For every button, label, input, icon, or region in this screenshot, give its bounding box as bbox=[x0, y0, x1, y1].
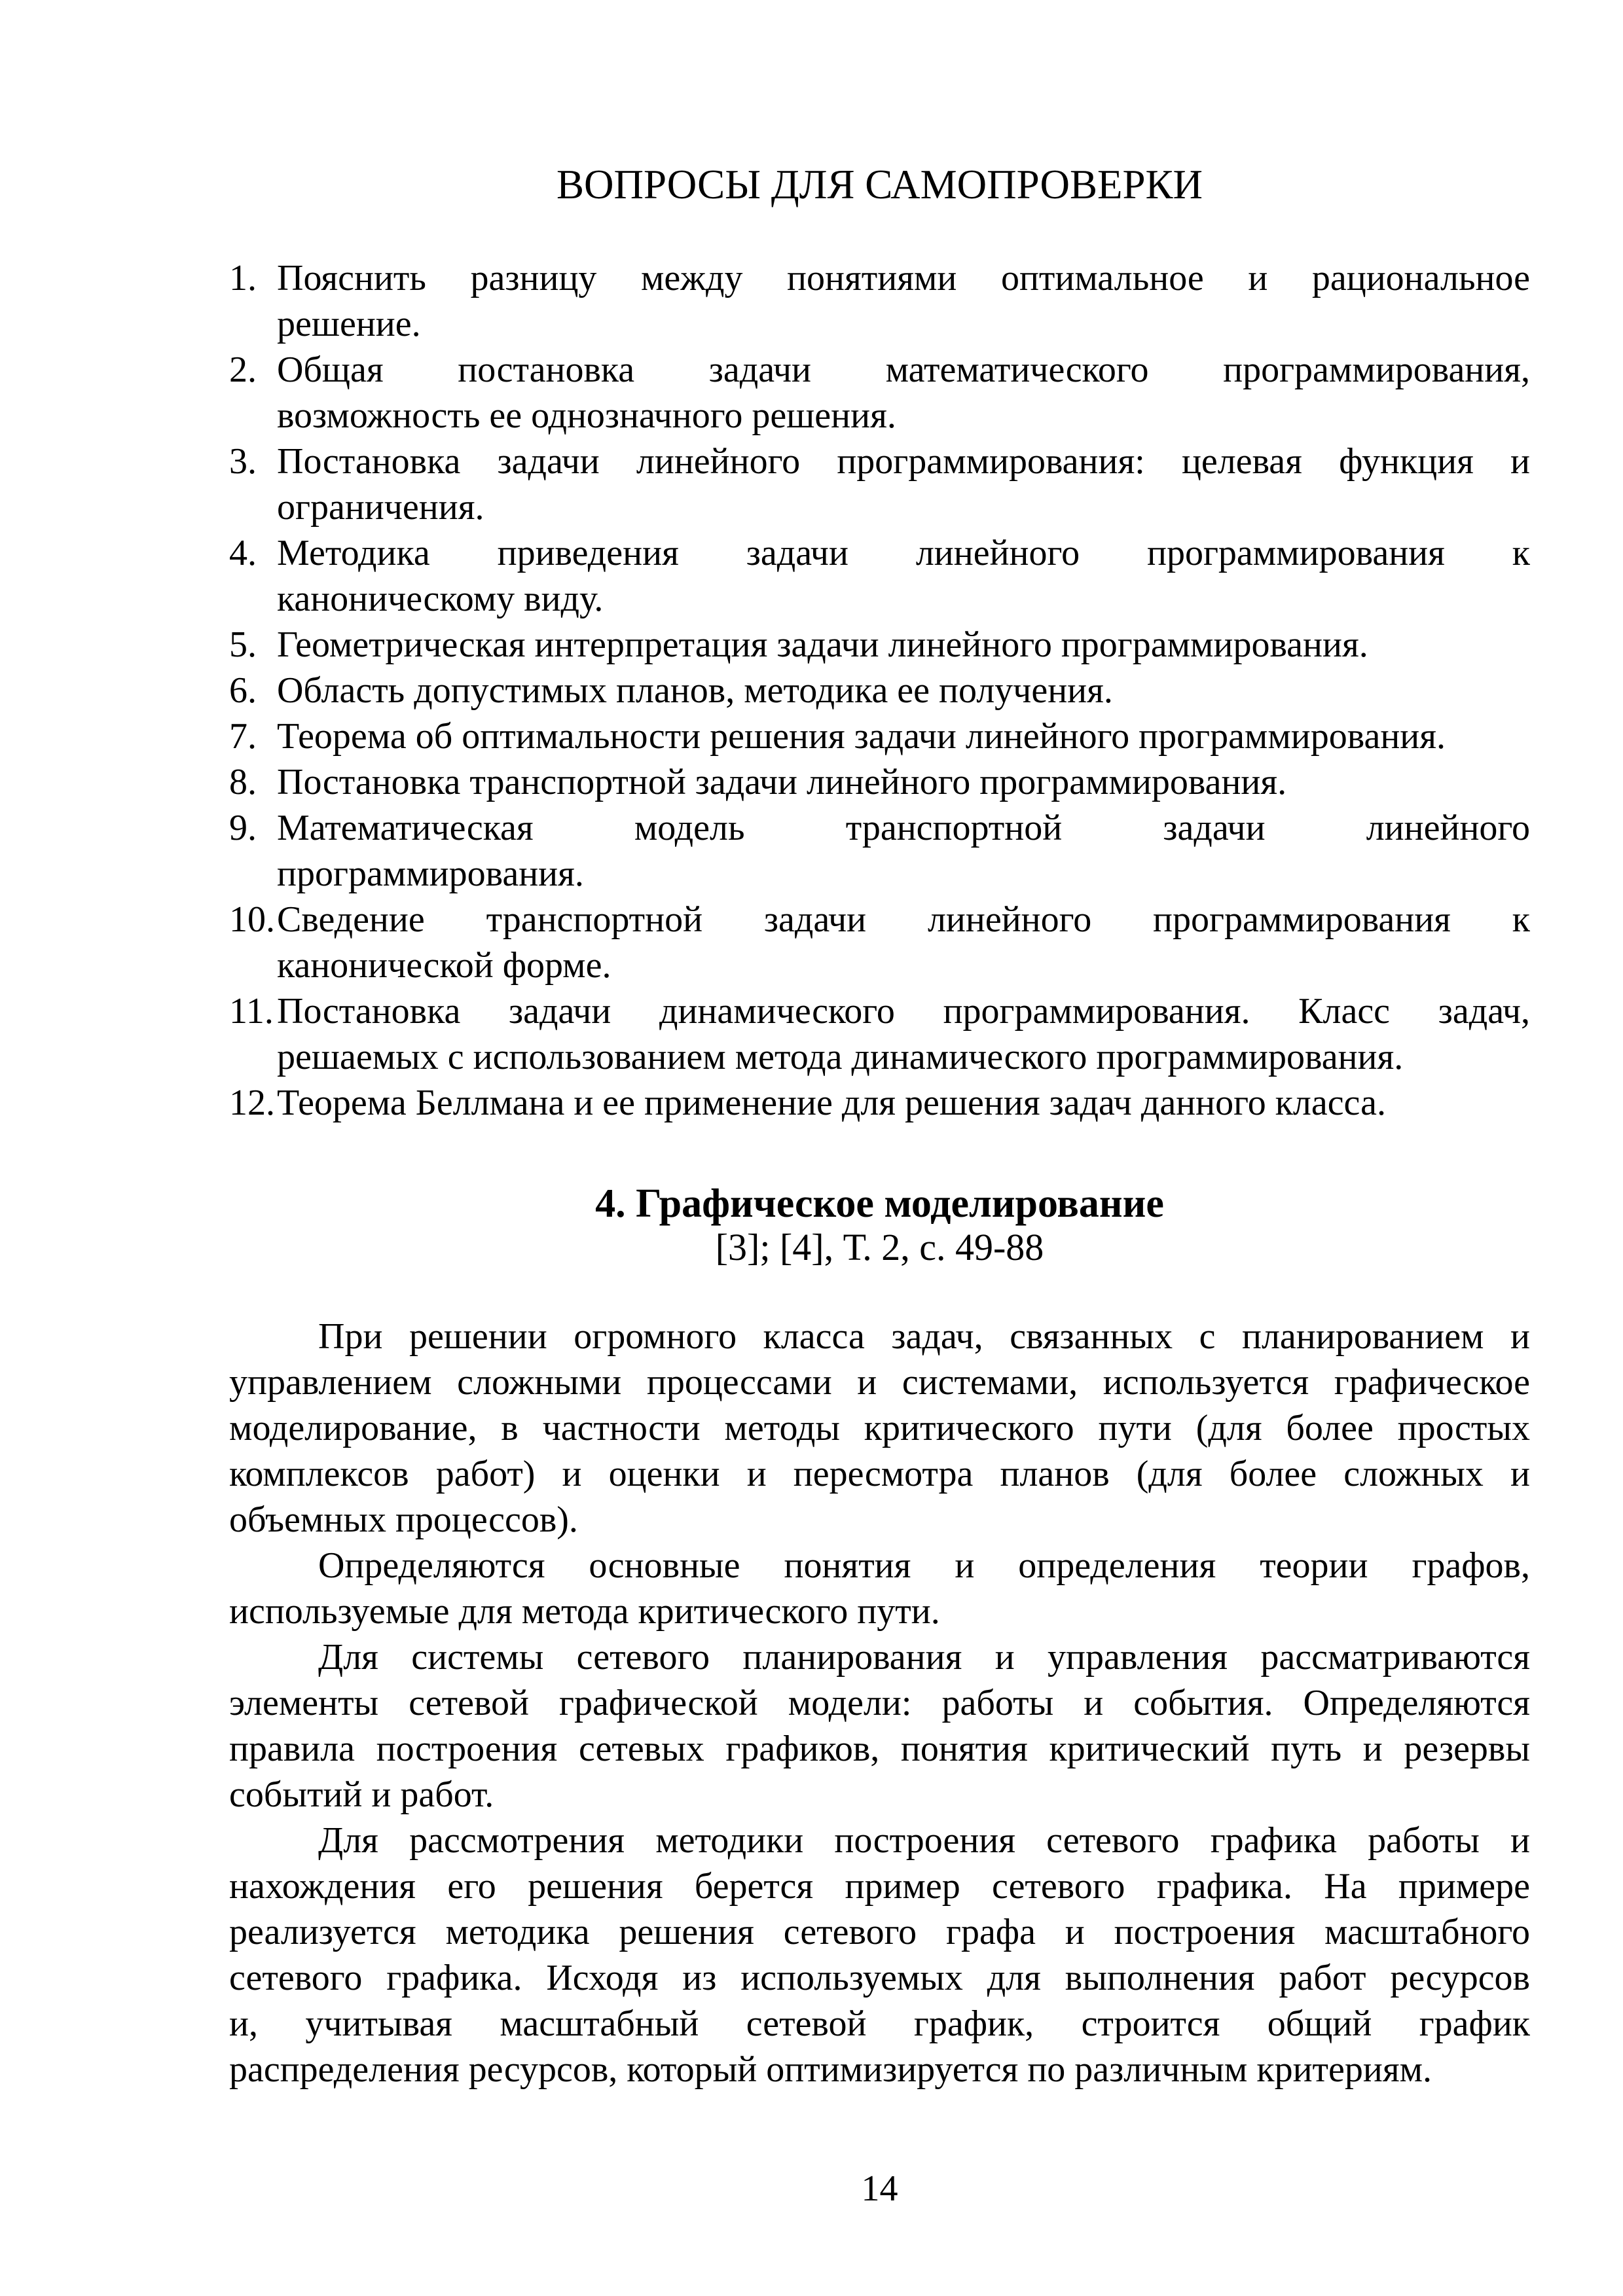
text-line: распределения ресурсов, который оптимизируется по различным критериям. bbox=[229, 2049, 1432, 2090]
list-item-number: 2. bbox=[229, 350, 257, 390]
section-heading: 4. Графическое моделирование bbox=[595, 1181, 1164, 1226]
list-item-number: 1. bbox=[229, 258, 257, 298]
text-line: Теорема об оптимальности решения задачи линейного программирования. bbox=[277, 716, 1446, 757]
list-item-text bbox=[277, 622, 1530, 668]
text-line: решаемых с использованием метода динамического программирования. bbox=[277, 1037, 1404, 1077]
questions-list bbox=[229, 255, 1530, 1126]
text-line: Область допустимых планов, методика ее получения. bbox=[277, 670, 1113, 711]
text-line: канонической форме. bbox=[277, 945, 611, 986]
text-line: событий и работ. bbox=[229, 1774, 494, 1815]
list-item-number: 4. bbox=[229, 533, 257, 573]
text-line: реализуется методика решения сетевого графа и построения масштабного bbox=[229, 1912, 1530, 1952]
list-item-text bbox=[277, 530, 1530, 622]
text-line: Для системы сетевого планирования и управления рассматриваются bbox=[318, 1637, 1530, 1677]
text-line: Сведение транспортной задачи линейного программирования к bbox=[277, 899, 1530, 940]
list-item-text bbox=[277, 897, 1530, 988]
list-item-text bbox=[277, 988, 1530, 1080]
page-title: ВОПРОСЫ ДЛЯ САМОПРОВЕРКИ bbox=[556, 162, 1203, 207]
list-item-text bbox=[277, 347, 1530, 439]
list-item-text bbox=[277, 805, 1530, 897]
text-line: правила построения сетевых графиков, понятия критический путь и резервы bbox=[229, 1729, 1530, 1769]
list-item bbox=[229, 713, 1530, 759]
text-line: Для рассмотрения методики построения сетевого графика работы и bbox=[318, 1820, 1530, 1861]
list-item bbox=[229, 347, 1530, 439]
text-line: Математическая модель транспортной задачи линейного bbox=[277, 808, 1530, 848]
section-reference: [3]; [4], Т. 2, с. 49-88 bbox=[715, 1226, 1044, 1268]
list-item-number: 9. bbox=[229, 808, 257, 848]
text-line: Теорема Беллмана и ее применение для решения задач данного класса. bbox=[277, 1083, 1386, 1123]
list-item bbox=[229, 255, 1530, 347]
list-item bbox=[229, 1080, 1530, 1126]
list-item-number: 7. bbox=[229, 716, 257, 757]
list-item-text bbox=[277, 668, 1530, 713]
page-number: 14 bbox=[861, 2168, 898, 2209]
list-item-number: 5. bbox=[229, 624, 257, 665]
list-item-text bbox=[277, 759, 1530, 805]
text-line: решение. bbox=[277, 304, 421, 344]
text-line: каноническому виду. bbox=[277, 579, 604, 619]
paragraph bbox=[229, 1314, 1530, 1543]
text-line: элементы сетевой графической модели: работы и события. Определяются bbox=[229, 1683, 1530, 1723]
body-paragraphs bbox=[229, 1314, 1530, 2092]
list-item-number: 8. bbox=[229, 762, 257, 802]
list-item-number: 6. bbox=[229, 670, 257, 711]
list-item-text bbox=[277, 1080, 1530, 1126]
text-line: Определяются основные понятия и определения теории графов, bbox=[318, 1545, 1530, 1586]
text-line: Геометрическая интерпретация задачи линейного программирования. bbox=[277, 624, 1368, 665]
text-line: Постановка задачи линейного программирования: целевая функция и bbox=[277, 441, 1530, 482]
section-heading-block bbox=[229, 1181, 1530, 1269]
list-item bbox=[229, 530, 1530, 622]
text-line: Постановка транспортной задачи линейного программирования. bbox=[277, 762, 1287, 802]
list-item bbox=[229, 439, 1530, 530]
paragraph bbox=[229, 1634, 1530, 1818]
paragraph bbox=[229, 1818, 1530, 2092]
text-line: Методика приведения задачи линейного программирования к bbox=[277, 533, 1530, 573]
text-line: нахождения его решения берется пример сетевого графика. На примере bbox=[229, 1866, 1530, 1907]
list-item-text bbox=[277, 713, 1530, 759]
text-line: возможность ее однозначного решения. bbox=[277, 395, 896, 436]
text-line: Постановка задачи динамического программирования. Класс задач, bbox=[277, 991, 1530, 1031]
text-line: ограничения. bbox=[277, 487, 484, 528]
list-item bbox=[229, 622, 1530, 668]
list-item-number: 10. bbox=[229, 899, 275, 940]
text-line: и, учитывая масштабный сетевой график, строится общий график bbox=[229, 2003, 1530, 2044]
list-item bbox=[229, 897, 1530, 988]
text-line: комплексов работ) и оценки и пересмотра планов (для более сложных и bbox=[229, 1454, 1530, 1494]
list-item bbox=[229, 668, 1530, 713]
paragraph bbox=[229, 1543, 1530, 1634]
list-item-number: 12. bbox=[229, 1083, 275, 1123]
text-line: сетевого графика. Исходя из используемых для выполнения работ ресурсов bbox=[229, 1958, 1530, 1998]
text-line: Пояснить разницу между понятиями оптимальное и рациональное bbox=[277, 258, 1530, 298]
list-item-number: 3. bbox=[229, 441, 257, 482]
list-item-number: 11. bbox=[229, 991, 274, 1031]
text-line: моделирование, в частности методы критического пути (для более простых bbox=[229, 1408, 1530, 1448]
list-item-text bbox=[277, 439, 1530, 530]
list-item bbox=[229, 988, 1530, 1080]
text-line: программирования. bbox=[277, 853, 584, 894]
list-item bbox=[229, 759, 1530, 805]
list-item-text bbox=[277, 255, 1530, 347]
text-line: Общая постановка задачи математического программирования, bbox=[277, 350, 1530, 390]
text-line: При решении огромного класса задач, связанных с планированием и bbox=[318, 1316, 1530, 1357]
text-line: управлением сложными процессами и системами, используется графическое bbox=[229, 1362, 1530, 1403]
text-line: используемые для метода критического пути. bbox=[229, 1591, 940, 1632]
list-item bbox=[229, 805, 1530, 897]
text-line: объемных процессов). bbox=[229, 1499, 578, 1540]
